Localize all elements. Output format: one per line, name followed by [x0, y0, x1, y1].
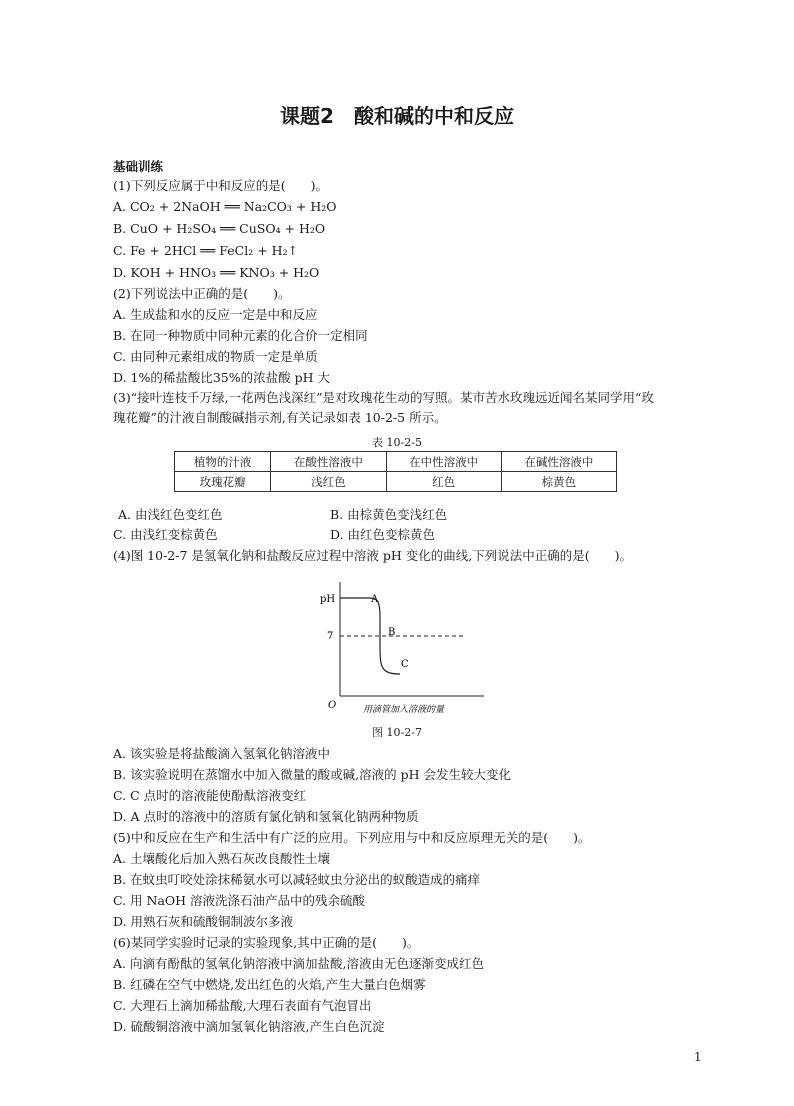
y-axis-label: pH [320, 594, 336, 605]
question-6-option-c: C. 大理石上滴加稀盐酸,大理石表面有气泡冒出 [113, 998, 372, 1013]
table-header-cell: 在酸性溶液中 [271, 452, 386, 472]
y-tick-7: 7 [327, 631, 334, 642]
question-5-option-b: B. 在蚊虫叮咬处涂抹稀氨水可以减轻蚊虫分泌出的蚁酸造成的痛痒 [113, 872, 481, 887]
question-6-option-b: B. 红磷在空气中燃烧,发出红色的火焰,产生大量白色烟雾 [113, 977, 426, 992]
question-4-option-a: A. 该实验是将盐酸滴入氢氧化钠溶液中 [113, 746, 330, 761]
point-c-label: C [401, 659, 409, 670]
point-a-label: A [371, 594, 379, 605]
table-header-cell: 在碱性溶液中 [501, 452, 616, 472]
question-4-option-b: B. 该实验说明在蒸馏水中加入微量的酸或碱,溶液的 pH 会发生较大变化 [113, 767, 511, 782]
table-cell: 玫瑰花瓣 [175, 472, 271, 492]
question-5-option-c: C. 用 NaOH 溶液洗涤石油产品中的残余硫酸 [113, 893, 366, 908]
question-6-option-a: A. 向滴有酚酞的氢氧化钠溶液中滴加盐酸,溶液由无色逐渐变成红色 [113, 956, 484, 971]
x-axis-label: 用滴管加入溶液的量 [363, 705, 445, 715]
question-6-stem: (6)某同学实验时记录的实验现象,其中正确的是( )。 [113, 935, 420, 950]
origin-label: O [328, 700, 337, 711]
section-heading: 基础训练 [113, 159, 164, 174]
table-cell: 浅红色 [271, 472, 386, 492]
point-b-label: B [388, 627, 396, 638]
question-1-stem: (1)下列反应属于中和反应的是( )。 [113, 178, 328, 193]
question-4-option-c: C. C 点时的溶液能使酚酞溶液变红 [113, 788, 307, 803]
table-cell: 棕黄色 [501, 472, 616, 492]
page-number: 1 [694, 1050, 702, 1064]
question-5-stem: (5)中和反应在生产和生活中有广泛的应用。下列应用与中和反应原理无关的是( )。 [113, 830, 591, 845]
table-header-row [175, 452, 617, 472]
question-1-option-a: A. CO₂ + 2NaOH ══ Na₂CO₃ + H₂O [113, 199, 337, 214]
table-caption: 表 10-2-5 [372, 436, 422, 449]
question-3-stem-line-1: (3)“接叶连枝千万绿,一花两色浅深红”是对玫瑰花生动的写照。某市苦水玫瑰远近闻名某同学用“玫 [113, 390, 654, 405]
indicator-table [174, 451, 617, 492]
question-3-option-c: C. 由浅红变棕黄色 [113, 527, 218, 542]
question-3-option-a: A. 由浅红色变红色 [118, 507, 223, 522]
question-2-option-d: D. 1%的稀盐酸比35%的浓盐酸 pH 大 [113, 370, 330, 385]
question-2-option-b: B. 在同一种物质中同种元素的化合价一定相同 [113, 328, 368, 343]
question-4-stem: (4)图 10-2-7 是氢氧化钠和盐酸反应过程中溶液 pH 变化的曲线,下列说法中正确的是( )。 [113, 548, 632, 563]
question-3-option-d: D. 由红色变棕黄色 [330, 527, 436, 542]
question-5-option-a: A. 土壤酸化后加入熟石灰改良酸性土壤 [113, 851, 330, 866]
question-2-stem: (2)下列说法中正确的是( )。 [113, 286, 291, 301]
question-5-option-d: D. 用熟石灰和硫酸铜制波尔多液 [113, 914, 294, 929]
figure-caption: 图 10-2-7 [372, 726, 422, 739]
question-2-option-c: C. 由同种元素组成的物质一定是单质 [113, 349, 318, 364]
question-3-option-b: B. 由棕黄色变浅红色 [330, 507, 448, 522]
table-header-cell: 植物的汁液 [175, 452, 271, 472]
question-1-option-c: C. Fe + 2HCl ══ FeCl₂ + H₂↑ [113, 243, 299, 258]
question-4-option-d: D. A 点时的溶液中的溶质有氯化钠和氢氧化钠两种物质 [113, 809, 419, 824]
table-header-cell: 在中性溶液中 [386, 452, 501, 472]
question-2-option-a: A. 生成盐和水的反应一定是中和反应 [113, 307, 318, 322]
lesson-title: 课题2 酸和碱的中和反应 [280, 104, 514, 128]
question-3-stem-line-2: 瑰花瓣”的汁液自制酸碱指示剂,有关记录如表 10-2-5 所示。 [113, 410, 447, 425]
question-1-option-d: D. KOH + HNO₃ ══ KNO₃ + H₂O [113, 265, 320, 280]
ph-curve-figure [318, 578, 488, 718]
table-cell: 红色 [386, 472, 501, 492]
question-1-option-b: B. CuO + H₂SO₄ ══ CuSO₄ + H₂O [113, 221, 326, 236]
table-row [175, 472, 617, 492]
question-6-option-d: D. 硫酸铜溶液中滴加氢氧化钠溶液,产生白色沉淀 [113, 1019, 385, 1034]
